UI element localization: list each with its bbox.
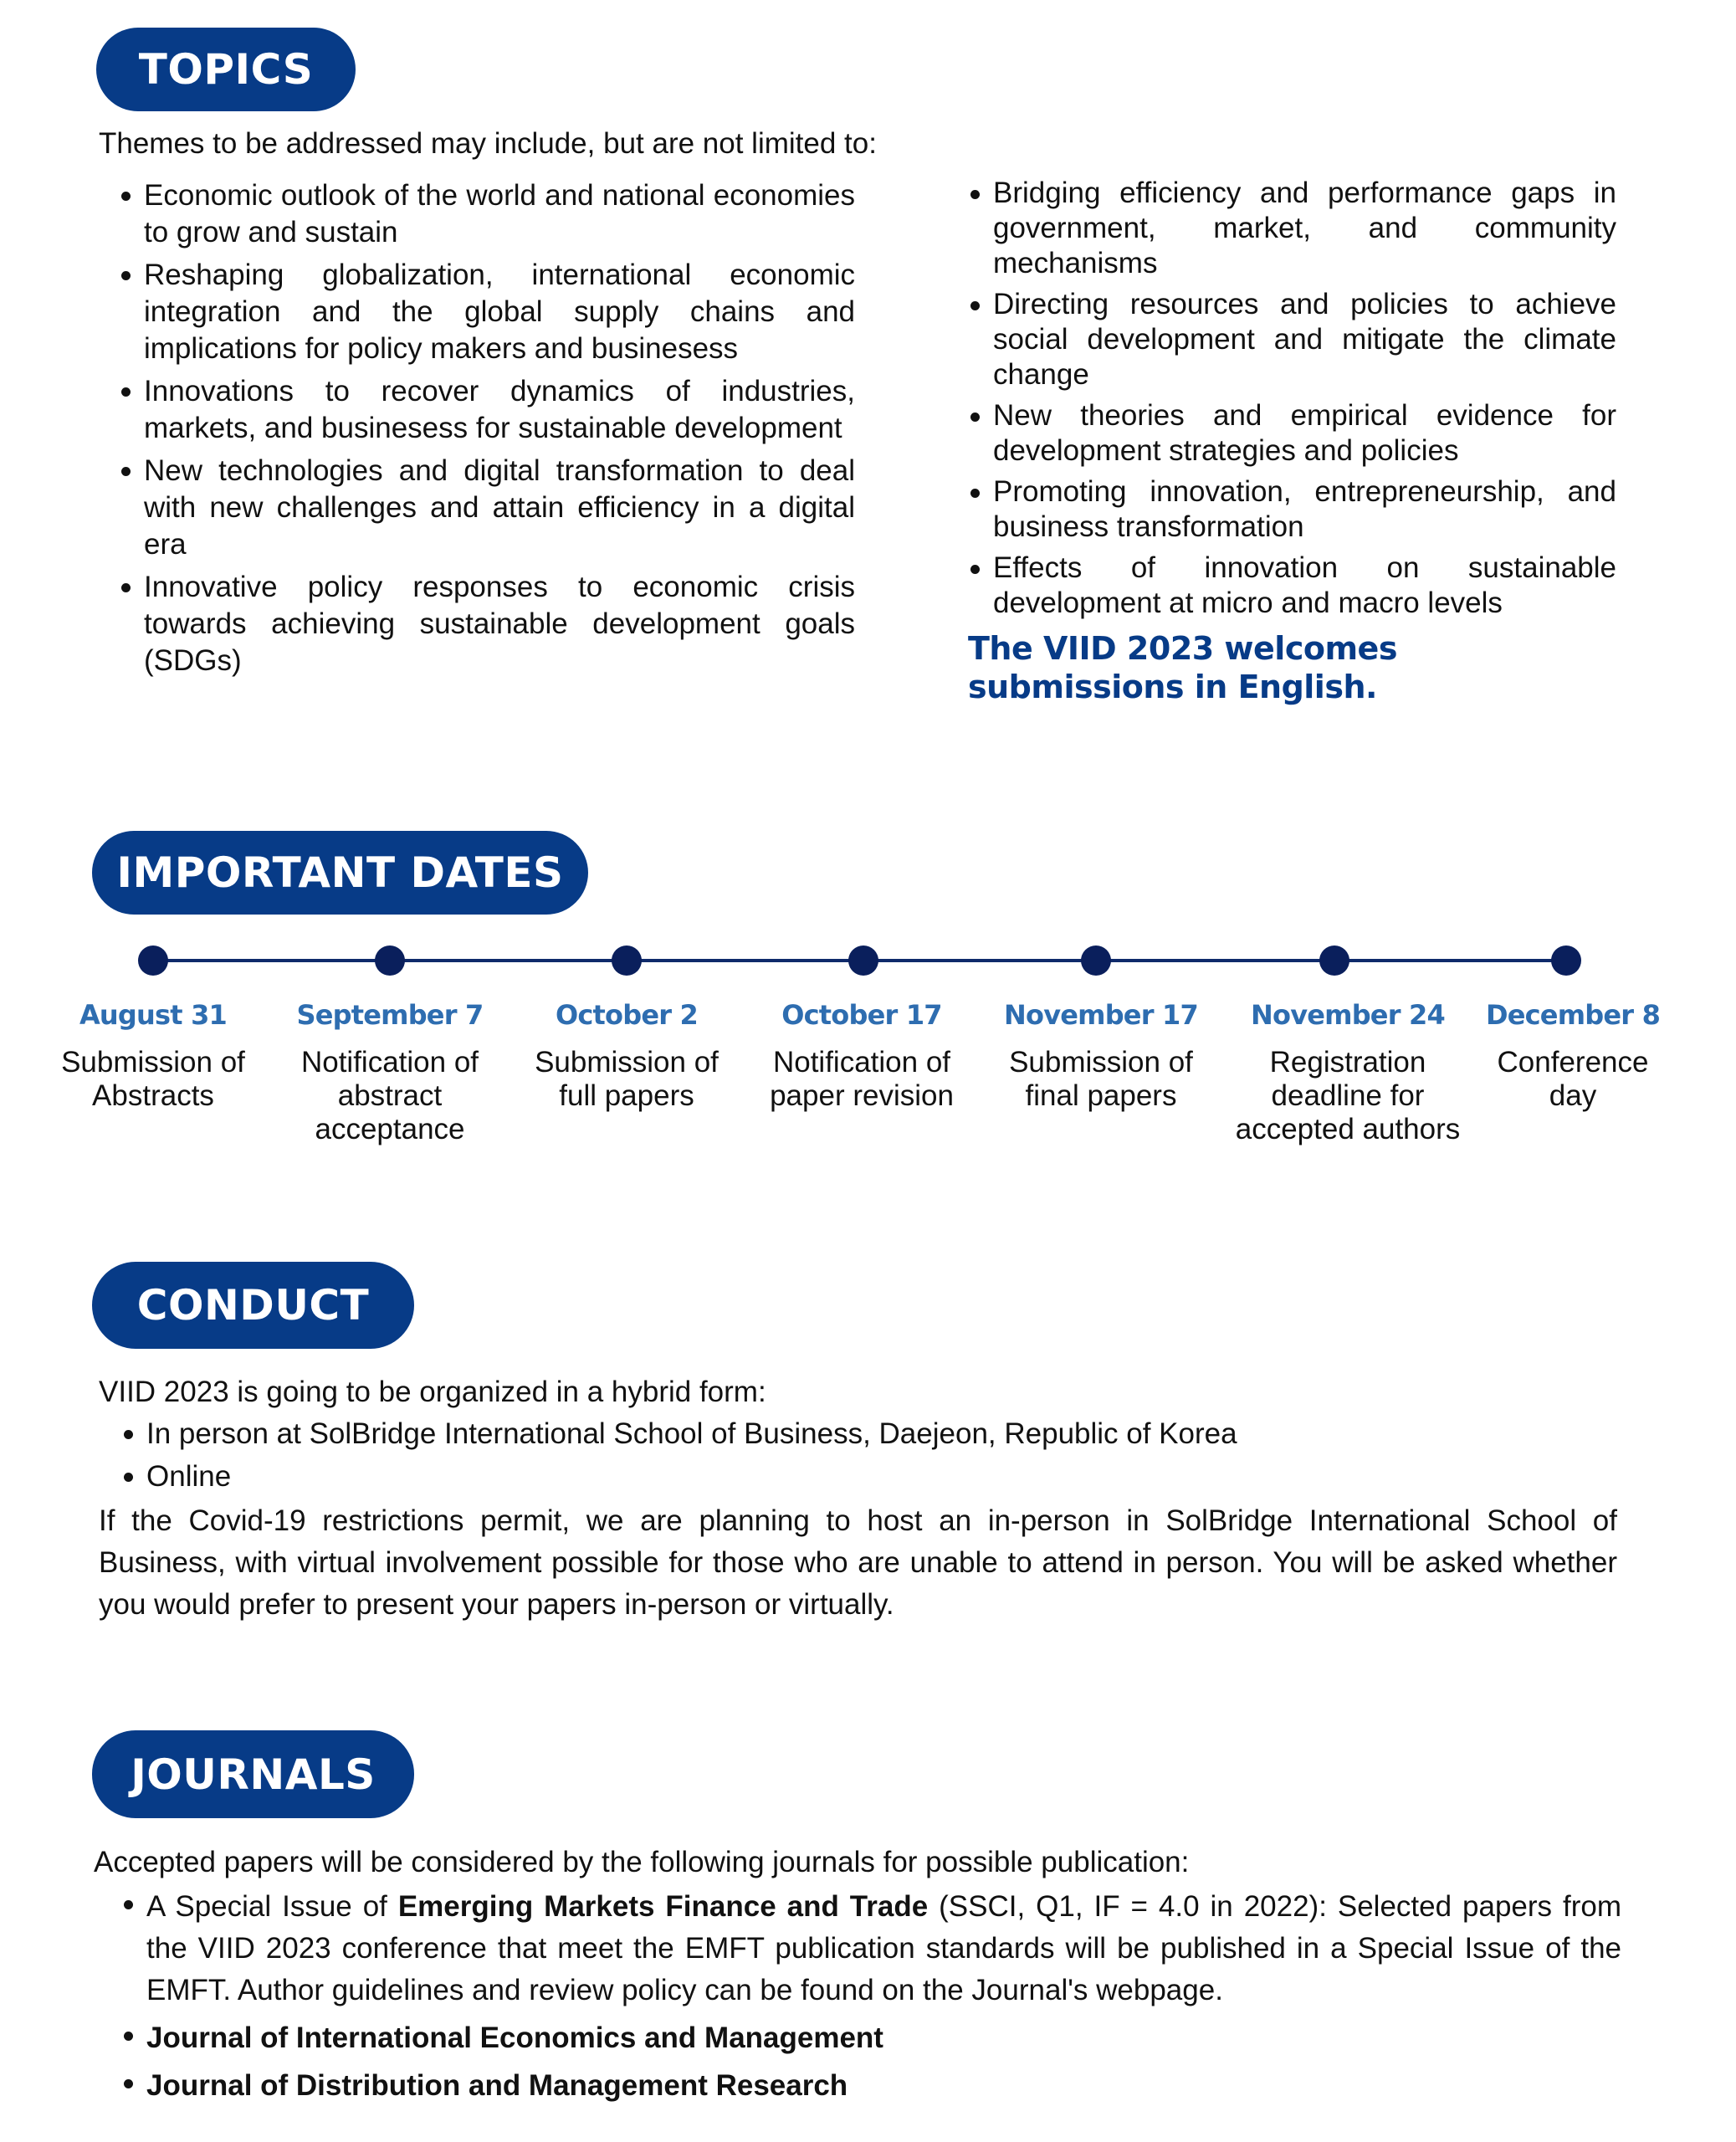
topic-item: Reshaping globalization, international economic integration and the global supply chains and implications for policy makers and businesess: [121, 257, 855, 367]
topic-item: Bridging efficiency and performance gaps in government, market, and community mechanisms: [970, 176, 1616, 281]
timeline-item: [294, 996, 486, 1146]
topics-list-left: [121, 177, 855, 685]
timeline-date: September 7: [296, 999, 484, 1031]
topic-item: New technologies and digital transformation to deal with new challenges and attain efficiency in a digital era: [121, 453, 855, 563]
topic-item: Effects of innovation on sustainable development at micro and macro levels: [970, 551, 1616, 621]
journal-item-emft: [124, 1886, 1621, 2011]
conduct-paragraph: If the Covid-19 restrictions permit, we are planning to host an in-person in SolBridge International School of Business, with virtual involvement possible for those who are unable to attend in person. You will be asked whether you would prefer to present your papers in-person or virtually.: [99, 1504, 1617, 1621]
topics-intro: Themes to be addressed may include, but are not limited to:: [99, 127, 877, 160]
timeline-desc: Submission of full papers: [535, 1046, 719, 1112]
topic-item: New theories and empirical evidence for development strategies and policies: [970, 398, 1616, 469]
timeline-date: December 8: [1485, 999, 1661, 1031]
timeline-item: [749, 996, 975, 1113]
conduct-intro: VIID 2023 is going to be organized in a hybrid form:: [99, 1376, 766, 1408]
important-dates-heading: IMPORTANT DATES: [92, 831, 588, 915]
timeline-date: August 31: [79, 999, 228, 1031]
conduct-list: [124, 1416, 1546, 1501]
conduct-item: In person at SolBridge International School of Business, Daejeon, Republic of Korea: [124, 1416, 1546, 1453]
timeline-desc: Submission of Abstracts: [61, 1046, 245, 1112]
timeline-item: [1477, 996, 1669, 1113]
topic-item: Innovative policy responses to economic crisis towards achieving sustainable development goals (SDGs): [121, 569, 855, 679]
topic-item: Economic outlook of the world and national economies to grow and sustain: [121, 177, 855, 251]
special-issue-prefix: A Special Issue of: [146, 1890, 398, 1923]
journals-intro: Accepted papers will be considered by the following journals for possible publication:: [94, 1846, 1190, 1878]
journal-name-emft: Emerging Markets Finance and Trade: [397, 1890, 929, 1923]
timeline-desc: Submission of final papers: [1009, 1046, 1193, 1112]
timeline-date: October 17: [781, 999, 942, 1031]
journal-item: Journal of International Economics and Management: [124, 2017, 1621, 2059]
timeline-desc: Registration deadline for accepted authors: [1235, 1046, 1461, 1145]
journals-heading: JOURNALS: [92, 1730, 414, 1818]
timeline-dot: [848, 945, 878, 976]
timeline-desc: Notification of paper revision: [770, 1046, 954, 1112]
timeline-desc: Notification of abstract acceptance: [300, 1046, 479, 1145]
timeline-dot: [375, 945, 405, 976]
timeline-item: [514, 996, 740, 1113]
topics-list-right: [970, 176, 1616, 627]
timeline-desc: Conference day: [1497, 1046, 1649, 1112]
topic-item: Promoting innovation, entrepreneurship, and business transformation: [970, 474, 1616, 545]
conduct-item: Online: [124, 1458, 1546, 1495]
journals-list: [124, 1886, 1621, 2113]
timeline-date: October 2: [555, 999, 699, 1031]
timeline-dot: [1551, 945, 1581, 976]
topics-heading: TOPICS: [96, 28, 356, 111]
timeline-date: November 17: [1004, 999, 1198, 1031]
timeline-item: [1214, 996, 1482, 1146]
conduct-heading: CONDUCT: [92, 1262, 414, 1349]
timeline-dot: [138, 945, 168, 976]
topic-item: Directing resources and policies to achieve social development and mitigate the climate change: [970, 287, 1616, 392]
timeline-item: [988, 996, 1214, 1113]
welcome-note: The VIID 2023 welcomes submissions in English.: [968, 630, 1397, 705]
topic-item: Innovations to recover dynamics of industries, markets, and businesess for sustainable development: [121, 373, 855, 447]
special-issue-details: (SSCI, Q1, IF = 4.0 in 2022): Selected papers from the VIID 2023 conference that meet the EMFT publication standards will be published in a Special Issue of the EMFT. Author guidelines and review policy can be found on the Journal's webpage.: [146, 1890, 1621, 2006]
timeline-dot: [1319, 945, 1349, 976]
journal-item: Journal of Distribution and Management Research: [124, 2065, 1621, 2107]
timeline-dot: [612, 945, 642, 976]
timeline-item: [40, 996, 266, 1113]
timeline-date: November 24: [1251, 999, 1445, 1031]
timeline-dot: [1081, 945, 1111, 976]
